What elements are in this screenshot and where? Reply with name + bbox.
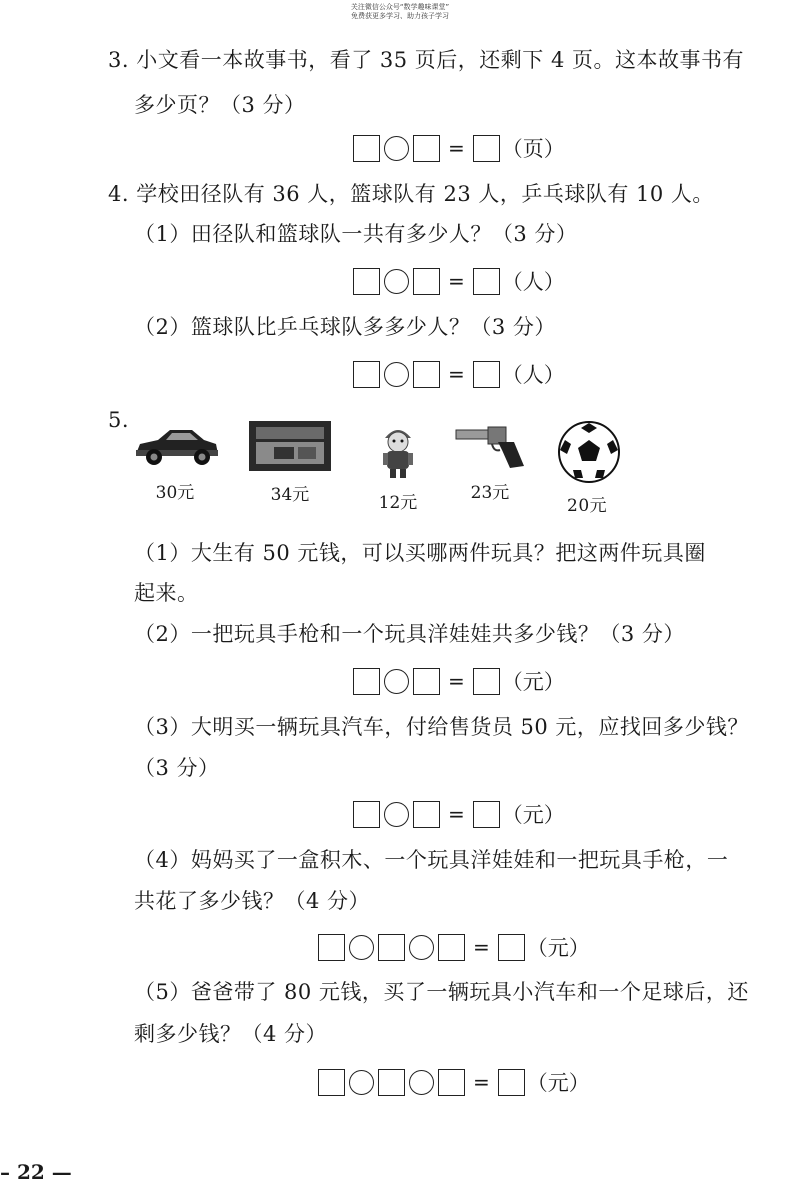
soccer-ball[interactable] [544,420,634,484]
q5-part4-line1: （4）妈妈买了一盒积木、一个玩具洋娃娃和一把玩具手枪，一 [134,848,729,872]
q5-number: 5. [108,408,130,432]
answer-box[interactable] [353,668,380,695]
toy-car[interactable] [130,420,220,503]
header-note-line2: 免费获更多学习、助力孩子学习 [351,12,449,20]
result-box[interactable] [473,135,500,162]
toy-price: 30元 [155,483,195,503]
blocks-box-icon [248,420,332,472]
operator-circle[interactable] [349,1070,374,1095]
answer-box[interactable] [353,801,380,828]
equals-sign: = [448,362,465,386]
unit-label: （页） [501,137,565,161]
q4-part2-equation [353,359,565,389]
q5-part3-line1: （3）大明买一辆玩具汽车，付给售货员 50 元，应找回多少钱？ [134,715,749,739]
answer-box[interactable] [438,1069,465,1096]
toy-price: 12元 [378,493,418,513]
toy-pistol[interactable] [445,420,535,503]
equals-sign: = [473,935,490,959]
toy-price: 34元 [270,485,310,505]
q4-part2: （2）篮球队比乒乓球队多多少人？（3 分） [134,315,556,339]
answer-box[interactable] [413,801,440,828]
q4-part1-equation [353,266,565,296]
q4-part1: （1）田径队和篮球队一共有多少人？（3 分） [134,222,578,246]
answer-box[interactable] [353,361,380,388]
q5-part1-line1: （1）大生有 50 元钱，可以买哪两件玩具？把这两件玩具圈 [134,541,706,565]
unit-label: （元） [501,803,565,827]
header-note [0,3,800,21]
answer-box[interactable] [413,668,440,695]
q5-part2-equation [353,666,565,696]
car-icon [130,420,222,470]
q3-line1: 3. 小文看一本故事书，看了 35 页后，还剩下 4 页。这本故事书有 [108,48,744,72]
q3-line2: 多少页？（3 分） [134,93,306,117]
unit-label: （人） [501,270,565,294]
q5-part1-line2: 起来。 [134,581,199,605]
unit-label: （元） [526,1071,590,1095]
operator-circle[interactable] [384,669,409,694]
soccer-ball-icon [557,420,621,484]
operator-circle[interactable] [409,935,434,960]
answer-box[interactable] [318,1069,345,1096]
q5-part2: （2）一把玩具手枪和一个玩具洋娃娃共多少钱？（3 分） [134,622,685,646]
result-box[interactable] [473,268,500,295]
q4-intro: 4. 学校田径队有 36 人，篮球队有 23 人，乒乓球队有 10 人。 [108,182,714,206]
operator-circle[interactable] [384,269,409,294]
equals-sign: = [448,136,465,160]
building-blocks-box[interactable] [240,420,340,505]
result-box[interactable] [498,934,525,961]
answer-box[interactable] [353,268,380,295]
q5-part4-equation [318,932,590,962]
equals-sign: = [448,269,465,293]
pistol-icon [454,420,526,470]
unit-label: （人） [501,363,565,387]
page-number: – 22 — [0,1160,72,1184]
doll[interactable] [353,420,443,513]
answer-box[interactable] [413,268,440,295]
answer-box[interactable] [378,1069,405,1096]
answer-box[interactable] [438,934,465,961]
result-box[interactable] [473,801,500,828]
q5-part3-equation [353,799,565,829]
operator-circle[interactable] [384,362,409,387]
equals-sign: = [473,1070,490,1094]
doll-icon [373,420,423,480]
header-note-line1: 关注微信公众号“数学趣味课堂” [350,3,450,11]
result-box[interactable] [473,668,500,695]
operator-circle[interactable] [384,136,409,161]
q3-answer-equation [353,133,565,163]
q5-part5-line1: （5）爸爸带了 80 元钱，买了一辆玩具小汽车和一个足球后，还 [134,980,749,1004]
answer-box[interactable] [353,135,380,162]
operator-circle[interactable] [409,1070,434,1095]
equals-sign: = [448,669,465,693]
operator-circle[interactable] [384,802,409,827]
q5-part5-line2: 剩多少钱？（4 分） [134,1022,328,1046]
answer-box[interactable] [318,934,345,961]
answer-box[interactable] [413,135,440,162]
equals-sign: = [448,802,465,826]
q5-part3-line2: （3 分） [134,756,220,780]
operator-circle[interactable] [349,935,374,960]
answer-box[interactable] [378,934,405,961]
toy-price: 20元 [567,496,608,516]
result-box[interactable] [498,1069,525,1096]
toy-price: 23元 [470,483,510,503]
q5-part4-line2: 共花了多少钱？（4 分） [134,889,371,913]
answer-box[interactable] [413,361,440,388]
result-box[interactable] [473,361,500,388]
unit-label: （元） [526,936,590,960]
unit-label: （元） [501,670,565,694]
q5-part5-equation [318,1067,590,1097]
